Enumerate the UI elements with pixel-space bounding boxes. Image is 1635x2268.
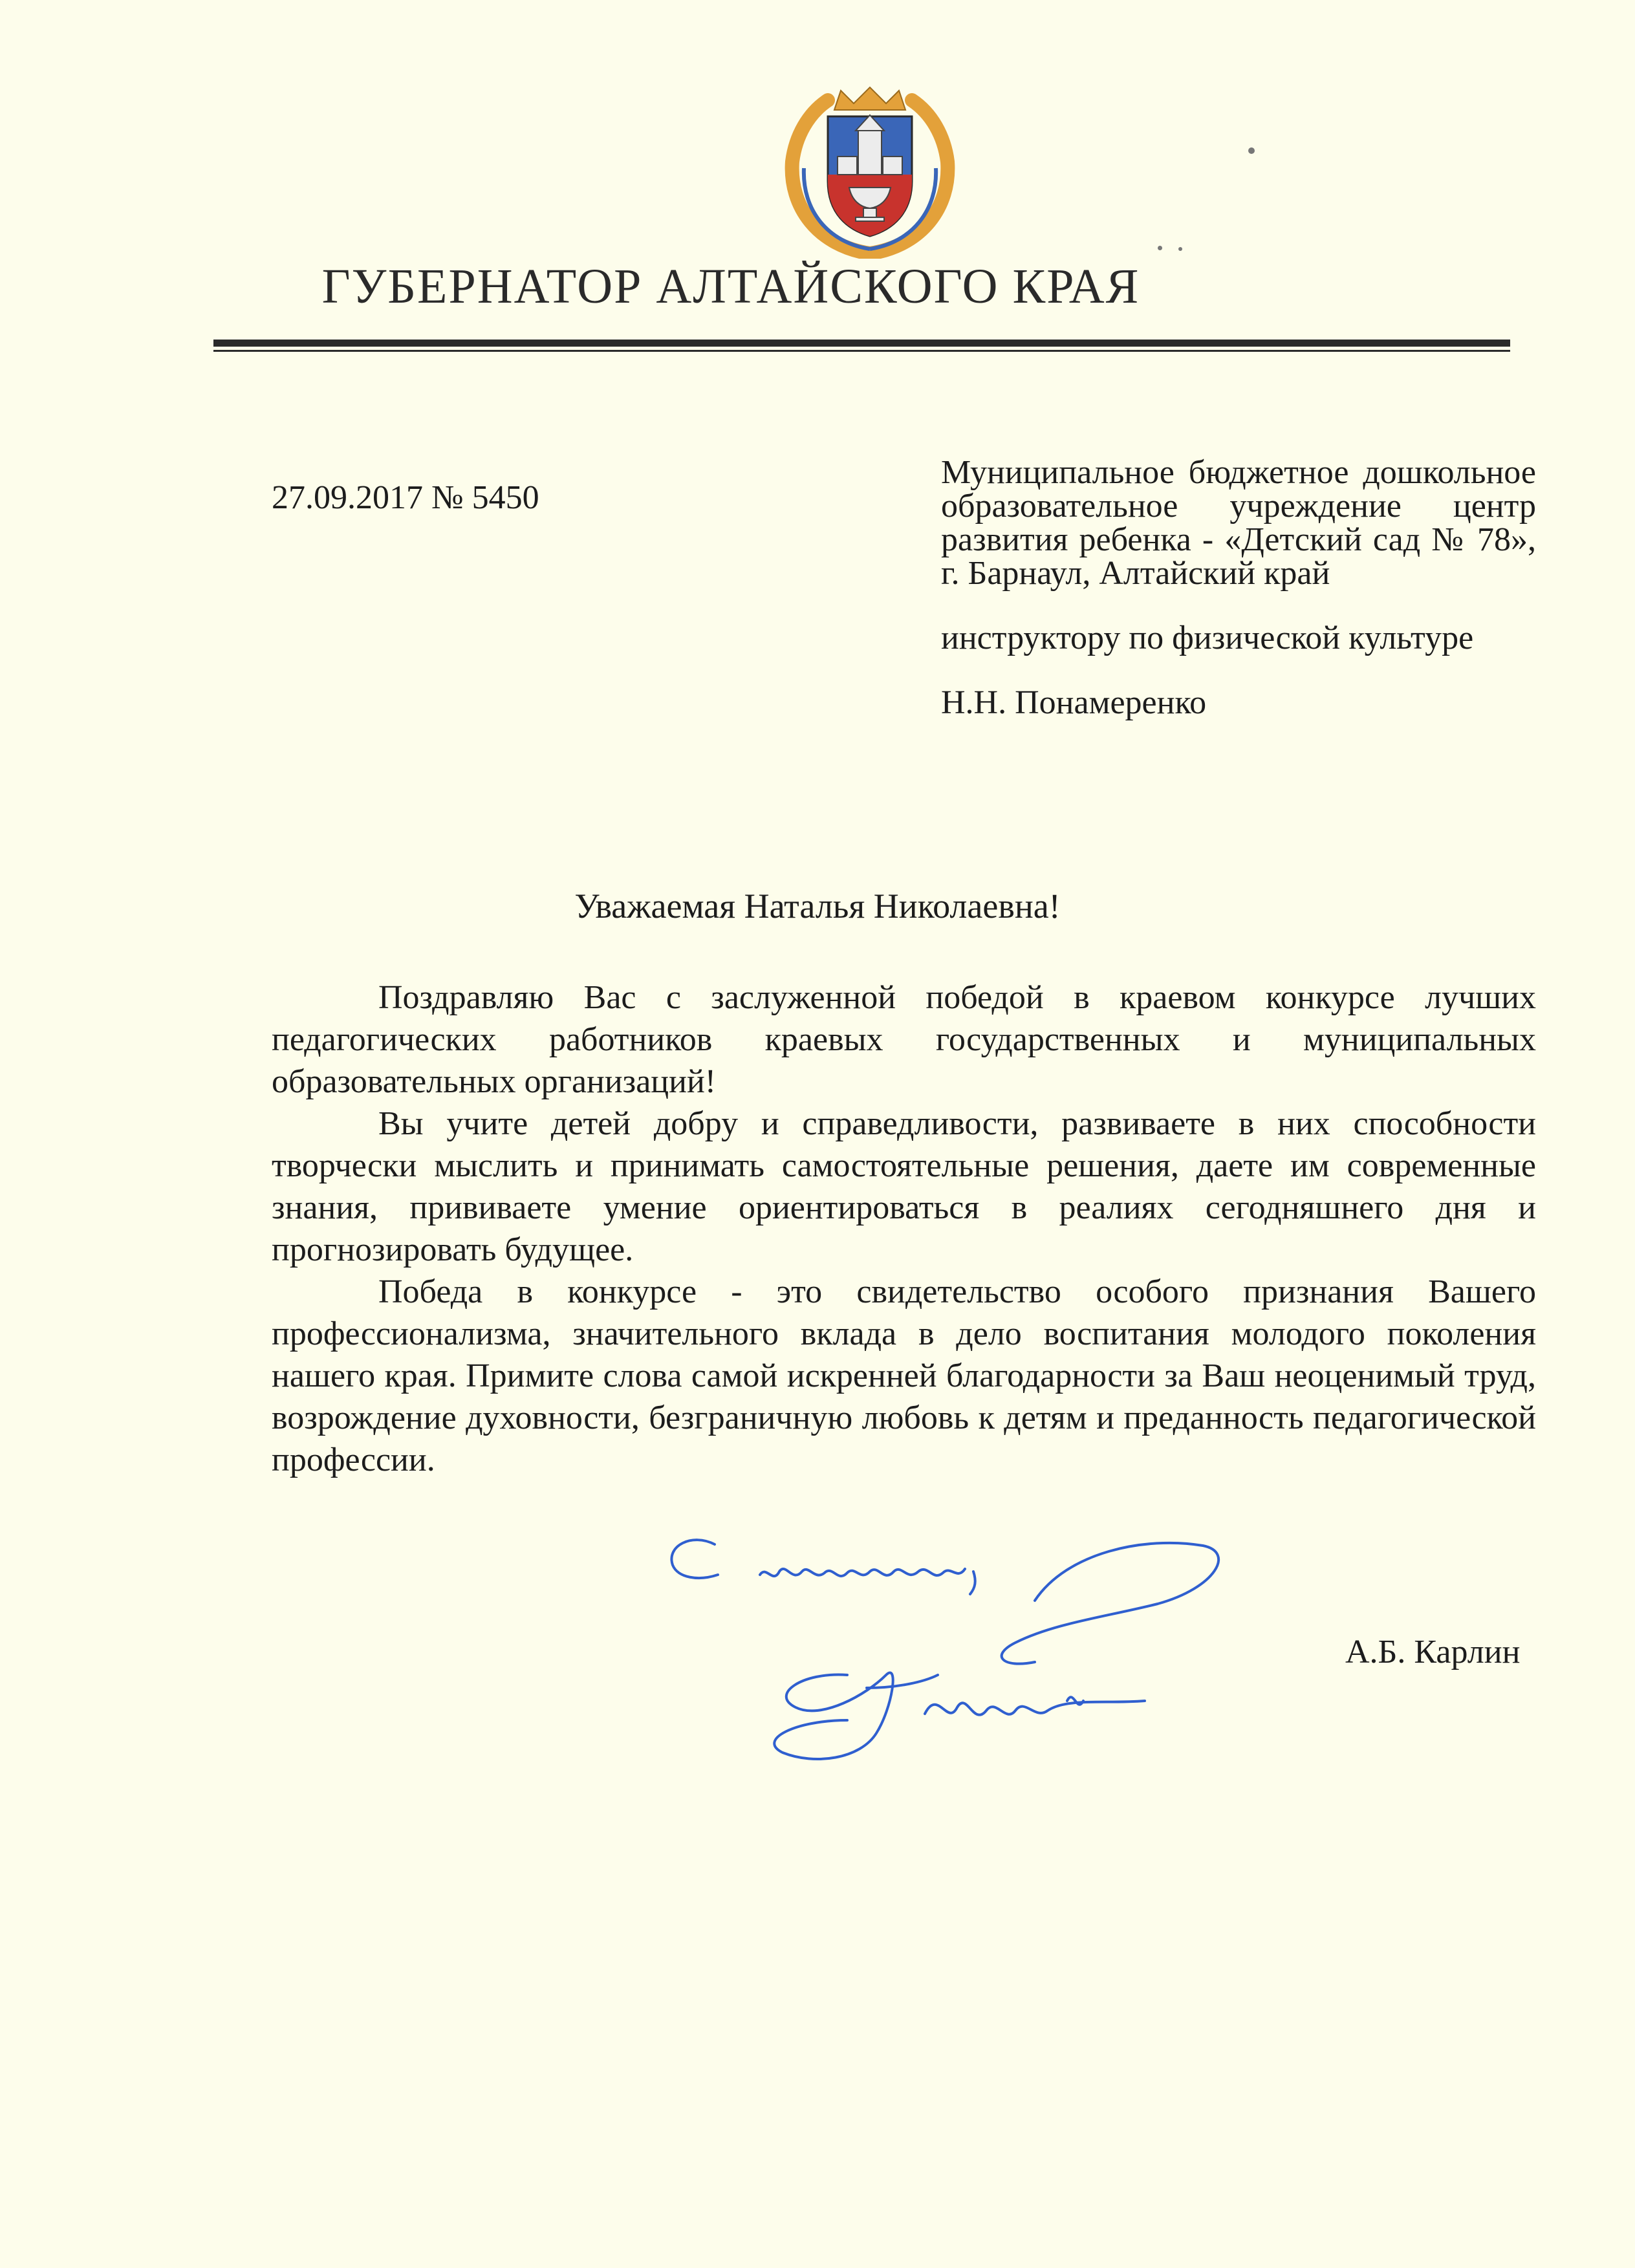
altai-krai-coat-of-arms-icon [773, 84, 967, 259]
salutation: Уважаемая Наталья Николаевна! [574, 887, 1061, 925]
organization-title: ГУБЕРНАТОР АЛТАЙСКОГО КРАЯ [321, 259, 1140, 314]
body-paragraph: Поздравляю Вас с заслуженной победой в краевом конкурсе лучших педагогических работников краевых государственных и муниципальных образовательных организаций! [272, 979, 1536, 1100]
header-divider-thin [213, 350, 1510, 352]
scan-speck [1248, 147, 1255, 154]
body-paragraph: Вы учите детей добру и справедливости, развиваете в них способности творчески мыслить и принимать самостоятельные решения, даете им современные знания, прививаете умение ориентироваться в реалиях сегодняшнего дня и прогнозировать будущее. [272, 1105, 1536, 1268]
handwritten-signature [653, 1526, 1261, 1798]
body-paragraph: Победа в конкурсе - это свидетельство особого признания Вашего профессионализма, значительного вклада в дело воспитания молодого поколения нашего края. Примите слова самой искренней благодарности за Ваш неоценимый труд, возрождение духовности, безграничную любовь к детям и преданность педагогической профессии. [272, 1273, 1536, 1478]
signer-name: А.Б. Карлин [1345, 1634, 1521, 1670]
header-divider-thick [213, 340, 1510, 347]
letter-body [272, 977, 1536, 1481]
scan-speck [1178, 247, 1182, 251]
addressee-block [941, 456, 1536, 720]
addressee-name: Н.Н. Понамеренко [941, 684, 1207, 721]
addressee-position: инструктору по физической культуре [941, 620, 1474, 656]
scan-speck [1158, 246, 1162, 250]
addressee-organization: Муниципальное бюджетное дошкольное образовательное учреждение центр развития ребенка - «Детский сад № 78», г. Барнаул, Алтайский край [941, 454, 1536, 592]
letter-date-number: 27.09.2017 № 5450 [272, 479, 539, 516]
